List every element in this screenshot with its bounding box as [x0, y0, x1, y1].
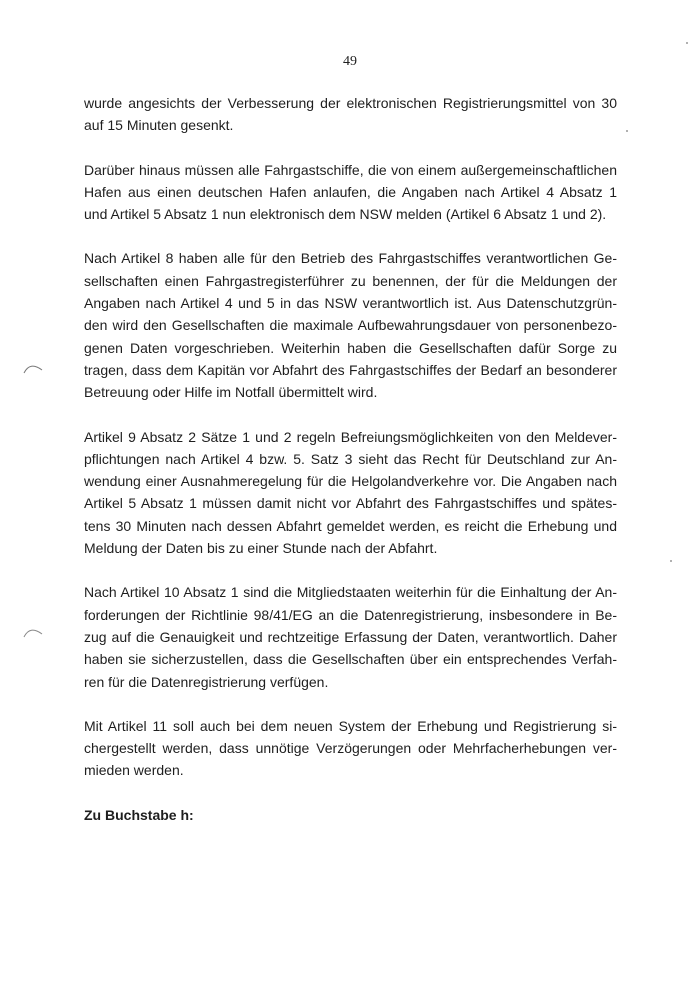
text-line: Nach Artikel 10 Absatz 1 sind die Mitgliedstaaten weiterhin für die Einhaltung der An- [84, 584, 617, 601]
section-heading: Zu Buchstabe h: [84, 806, 194, 823]
scan-speck [626, 130, 628, 132]
text-line: genen Daten vorgeschrieben. Weiterhin haben die Gesellschaften dafür Sorge zu [84, 339, 617, 356]
text-line: und Artikel 5 Absatz 1 nun elektronisch dem NSW melden (Artikel 6 Absatz 1 und 2). [84, 206, 607, 223]
text-line: den wird den Gesellschaften die maximale Aufbewahrungsdauer von personenbezo- [84, 317, 617, 334]
text-line: zug auf die Genauigkeit und rechtzeitige Erfassung der Daten, verantwortlich. Daher [84, 628, 617, 645]
margin-mark-icon [22, 624, 44, 638]
paragraph [84, 247, 617, 403]
margin-mark-icon [22, 360, 44, 374]
scan-speck [670, 560, 672, 562]
paragraph [84, 92, 617, 137]
text-line: haben sie sicherzustellen, dass die Gesellschaften über ein entsprechendes Verfah- [84, 651, 617, 668]
text-line: tens 30 Minuten nach dessen Abfahrt gemeldet werden, es reicht die Erhebung und [84, 517, 617, 534]
text-line: Betreuung oder Hilfe im Notfall übermittelt wird. [84, 384, 378, 401]
text-line: Angaben nach Artikel 4 und 5 in das NSW verantwortlich ist. Aus Datenschutzgrün- [84, 295, 617, 312]
document-body [84, 92, 617, 826]
page-number: 49 [343, 54, 357, 69]
paragraph [84, 426, 617, 560]
text-line: auf 15 Minuten gesenkt. [84, 117, 234, 134]
text-line: mieden werden. [84, 762, 184, 779]
text-line: pflichtungen nach Artikel 4 bzw. 5. Satz 3 sieht das Recht für Deutschland zur An- [84, 450, 617, 467]
text-line: Nach Artikel 8 haben alle für den Betrieb des Fahrgastschiffes verantwortlichen Ge- [84, 250, 617, 267]
text-line: Darüber hinaus müssen alle Fahrgastschiffe, die von einem außergemeinschaftlichen [84, 161, 617, 178]
text-line: tragen, dass dem Kapitän vor Abfahrt des Fahrgastschiffes der Bedarf an besonderer [84, 361, 617, 378]
text-line: wendung einer Ausnahmeregelung für die Helgolandverkehre vor. Die Angaben nach [84, 473, 617, 490]
scan-speck [686, 42, 688, 44]
paragraph [84, 159, 617, 226]
text-line: Meldung der Daten bis zu einer Stunde nach der Abfahrt. [84, 540, 438, 557]
text-line: Mit Artikel 11 soll auch bei dem neuen System der Erhebung und Registrierung si- [84, 717, 617, 734]
text-line: chergestellt werden, dass unnötige Verzögerungen oder Mehrfacherhebungen ver- [84, 740, 617, 757]
text-line: ren für die Datenregistrierung verfügen. [84, 673, 329, 690]
paragraph [84, 581, 617, 692]
text-line: Artikel 5 Absatz 1 müssen damit nicht vor Abfahrt des Fahrgastschiffes und spätes- [84, 495, 617, 512]
text-line: Hafen aus einen deutschen Hafen anlaufen, die Angaben nach Artikel 4 Absatz 1 [84, 183, 617, 200]
text-line: forderungen der Richtlinie 98/41/EG an die Datenregistrierung, insbesondere in Be- [84, 606, 617, 623]
paragraph [84, 715, 617, 782]
text-line: sellschaften einen Fahrgastregisterführer zu benennen, der für die Meldungen der [84, 272, 617, 289]
text-line: wurde angesichts der Verbesserung der elektronischen Registrierungsmittel von 30 [84, 95, 617, 111]
text-line: Artikel 9 Absatz 2 Sätze 1 und 2 regeln Befreiungsmöglichkeiten von den Meldever- [84, 428, 617, 445]
